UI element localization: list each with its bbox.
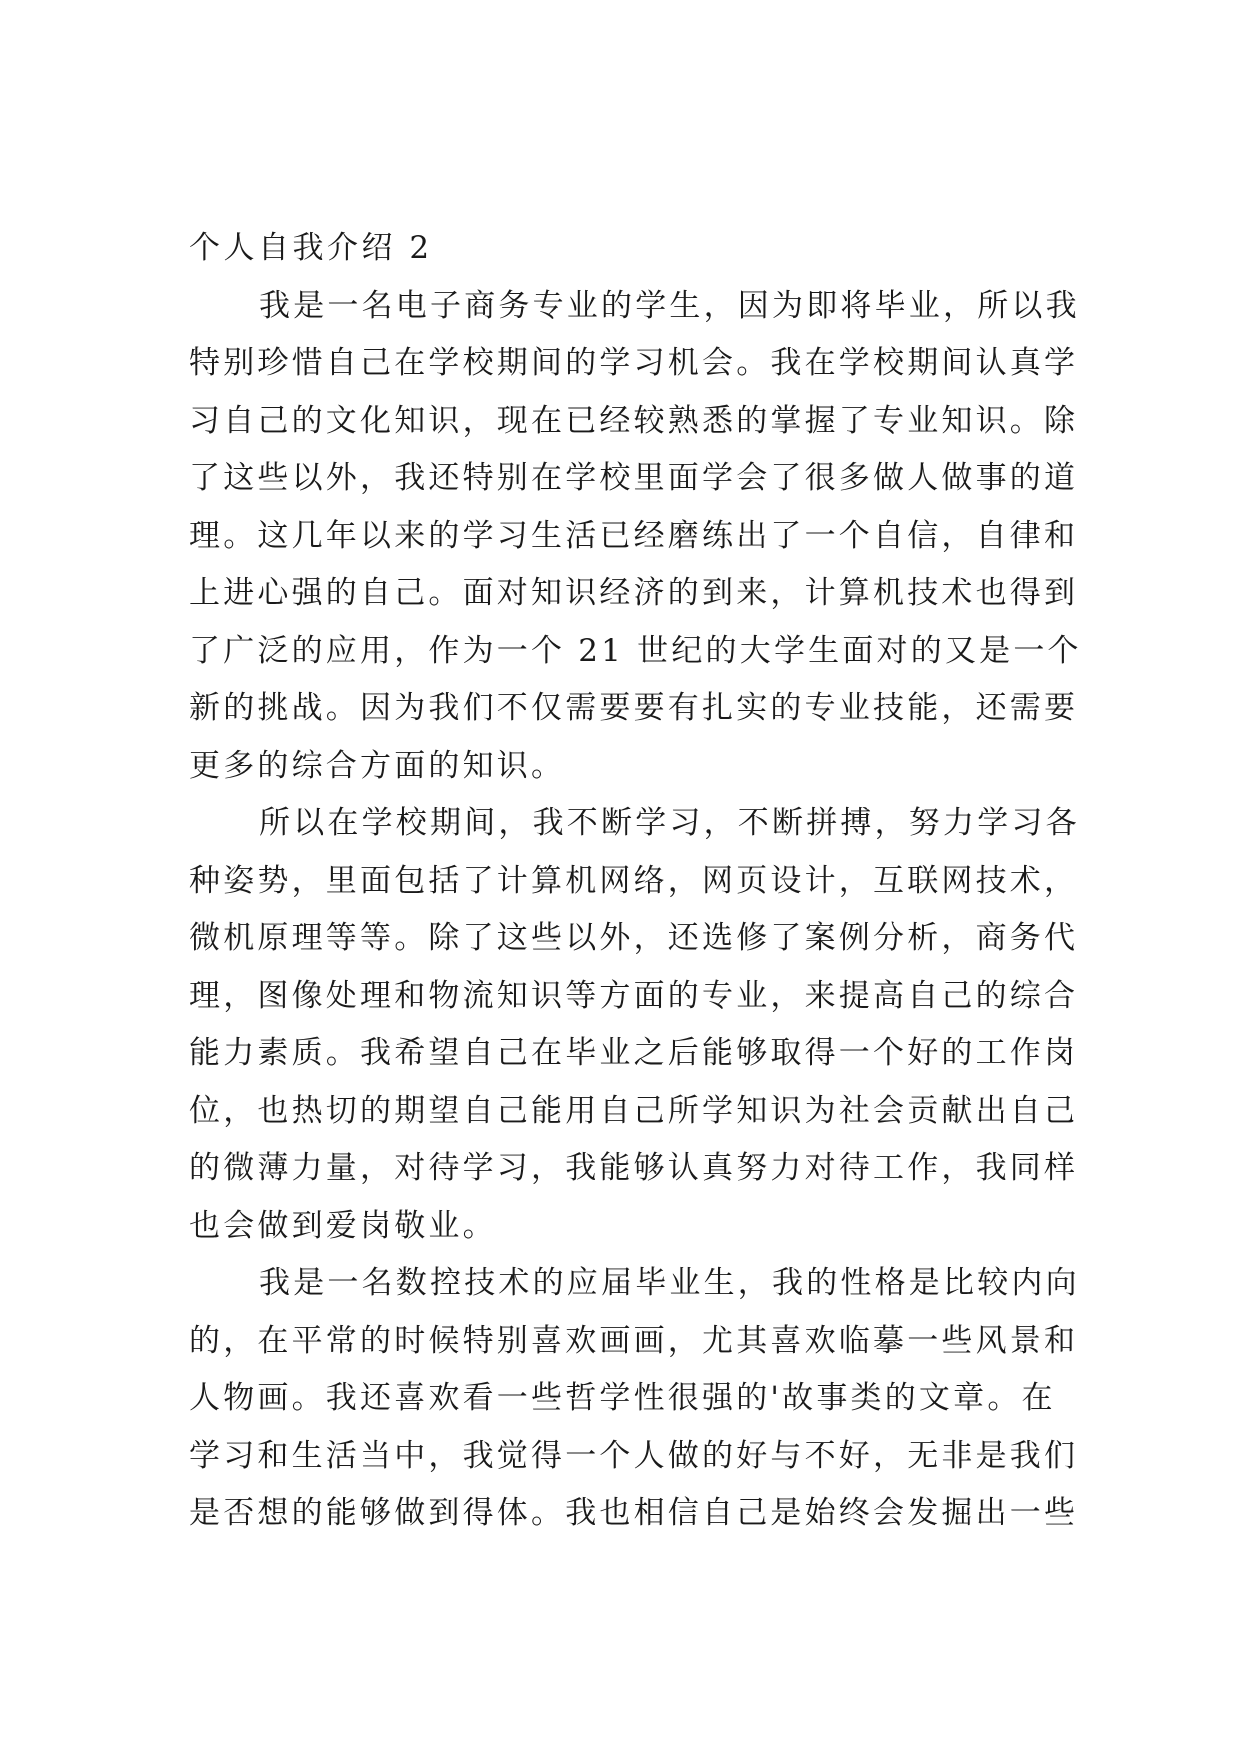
paragraph-line: 更多的综合方面的知识。 <box>189 747 566 784</box>
document-body <box>189 228 1082 1551</box>
paragraph-line: 是否想的能够做到得体。我也相信自己是始终会发掘出一些 <box>189 1495 1079 1531</box>
paragraph-line: 也会做到爱岗敬业。 <box>189 1207 497 1244</box>
paragraph-line: 的微薄力量，对待学习，我能够认真努力对待工作，我同样 <box>189 1150 1079 1186</box>
paragraph-line: 理。这几年以来的学习生活已经磨练出了一个自信，自律和 <box>189 517 1079 554</box>
paragraph-line: 特别珍惜自己在学校期间的学习机会。我在学校期间认真学 <box>189 345 1079 381</box>
document-title: 个人自我介绍 2 <box>189 230 433 266</box>
paragraph-line: 位，也热切的期望自己能用自己所学知识为社会贡献出自己 <box>189 1092 1079 1129</box>
paragraph-line: 我是一名电子商务专业的学生，因为即将毕业，所以我 <box>259 287 1080 324</box>
paragraph-line: 了这些以外，我还特别在学校里面学会了很多做人做事的道 <box>189 460 1079 496</box>
paragraph-1 <box>189 286 1082 804</box>
paragraph-line: 种姿势，里面包括了计算机网络，网页设计，互联网技术， <box>189 862 1079 899</box>
paragraph-line: 学习和生活当中，我觉得一个人做的好与不好，无非是我们 <box>189 1437 1079 1474</box>
paragraph-line: 了广泛的应用，作为一个 21 世纪的大学生面对的又是一个 <box>189 632 1082 669</box>
paragraph-2 <box>189 803 1080 1263</box>
paragraph-line: 的，在平常的时候特别喜欢画画，尤其喜欢临摹一些风景和 <box>189 1322 1079 1359</box>
paragraph-line: 所以在学校期间，我不断学习，不断拼搏，努力学习各 <box>259 805 1080 841</box>
paragraph-line: 习自己的文化知识，现在已经较熟悉的掌握了专业知识。除 <box>189 402 1079 439</box>
paragraph-line: 人物画。我还喜欢看一些哲学性很强的'故事类的文章。在 <box>189 1380 1056 1416</box>
paragraph-line: 上进心强的自己。面对知识经济的到来，计算机技术也得到 <box>189 575 1079 611</box>
paragraph-line: 理，图像处理和物流知识等方面的专业，来提高自己的综合 <box>189 977 1079 1014</box>
paragraph-3 <box>189 1263 1080 1551</box>
paragraph-line: 我是一名数控技术的应届毕业生，我的性格是比较内向 <box>259 1265 1080 1301</box>
paragraph-line: 微机原理等等。除了这些以外，还选修了案例分析，商务代 <box>189 920 1079 956</box>
paragraph-line: 能力素质。我希望自己在毕业之后能够取得一个好的工作岗 <box>189 1035 1079 1071</box>
paragraph-line: 新的挑战。因为我们不仅需要要有扎实的专业技能，还需要 <box>189 690 1079 726</box>
